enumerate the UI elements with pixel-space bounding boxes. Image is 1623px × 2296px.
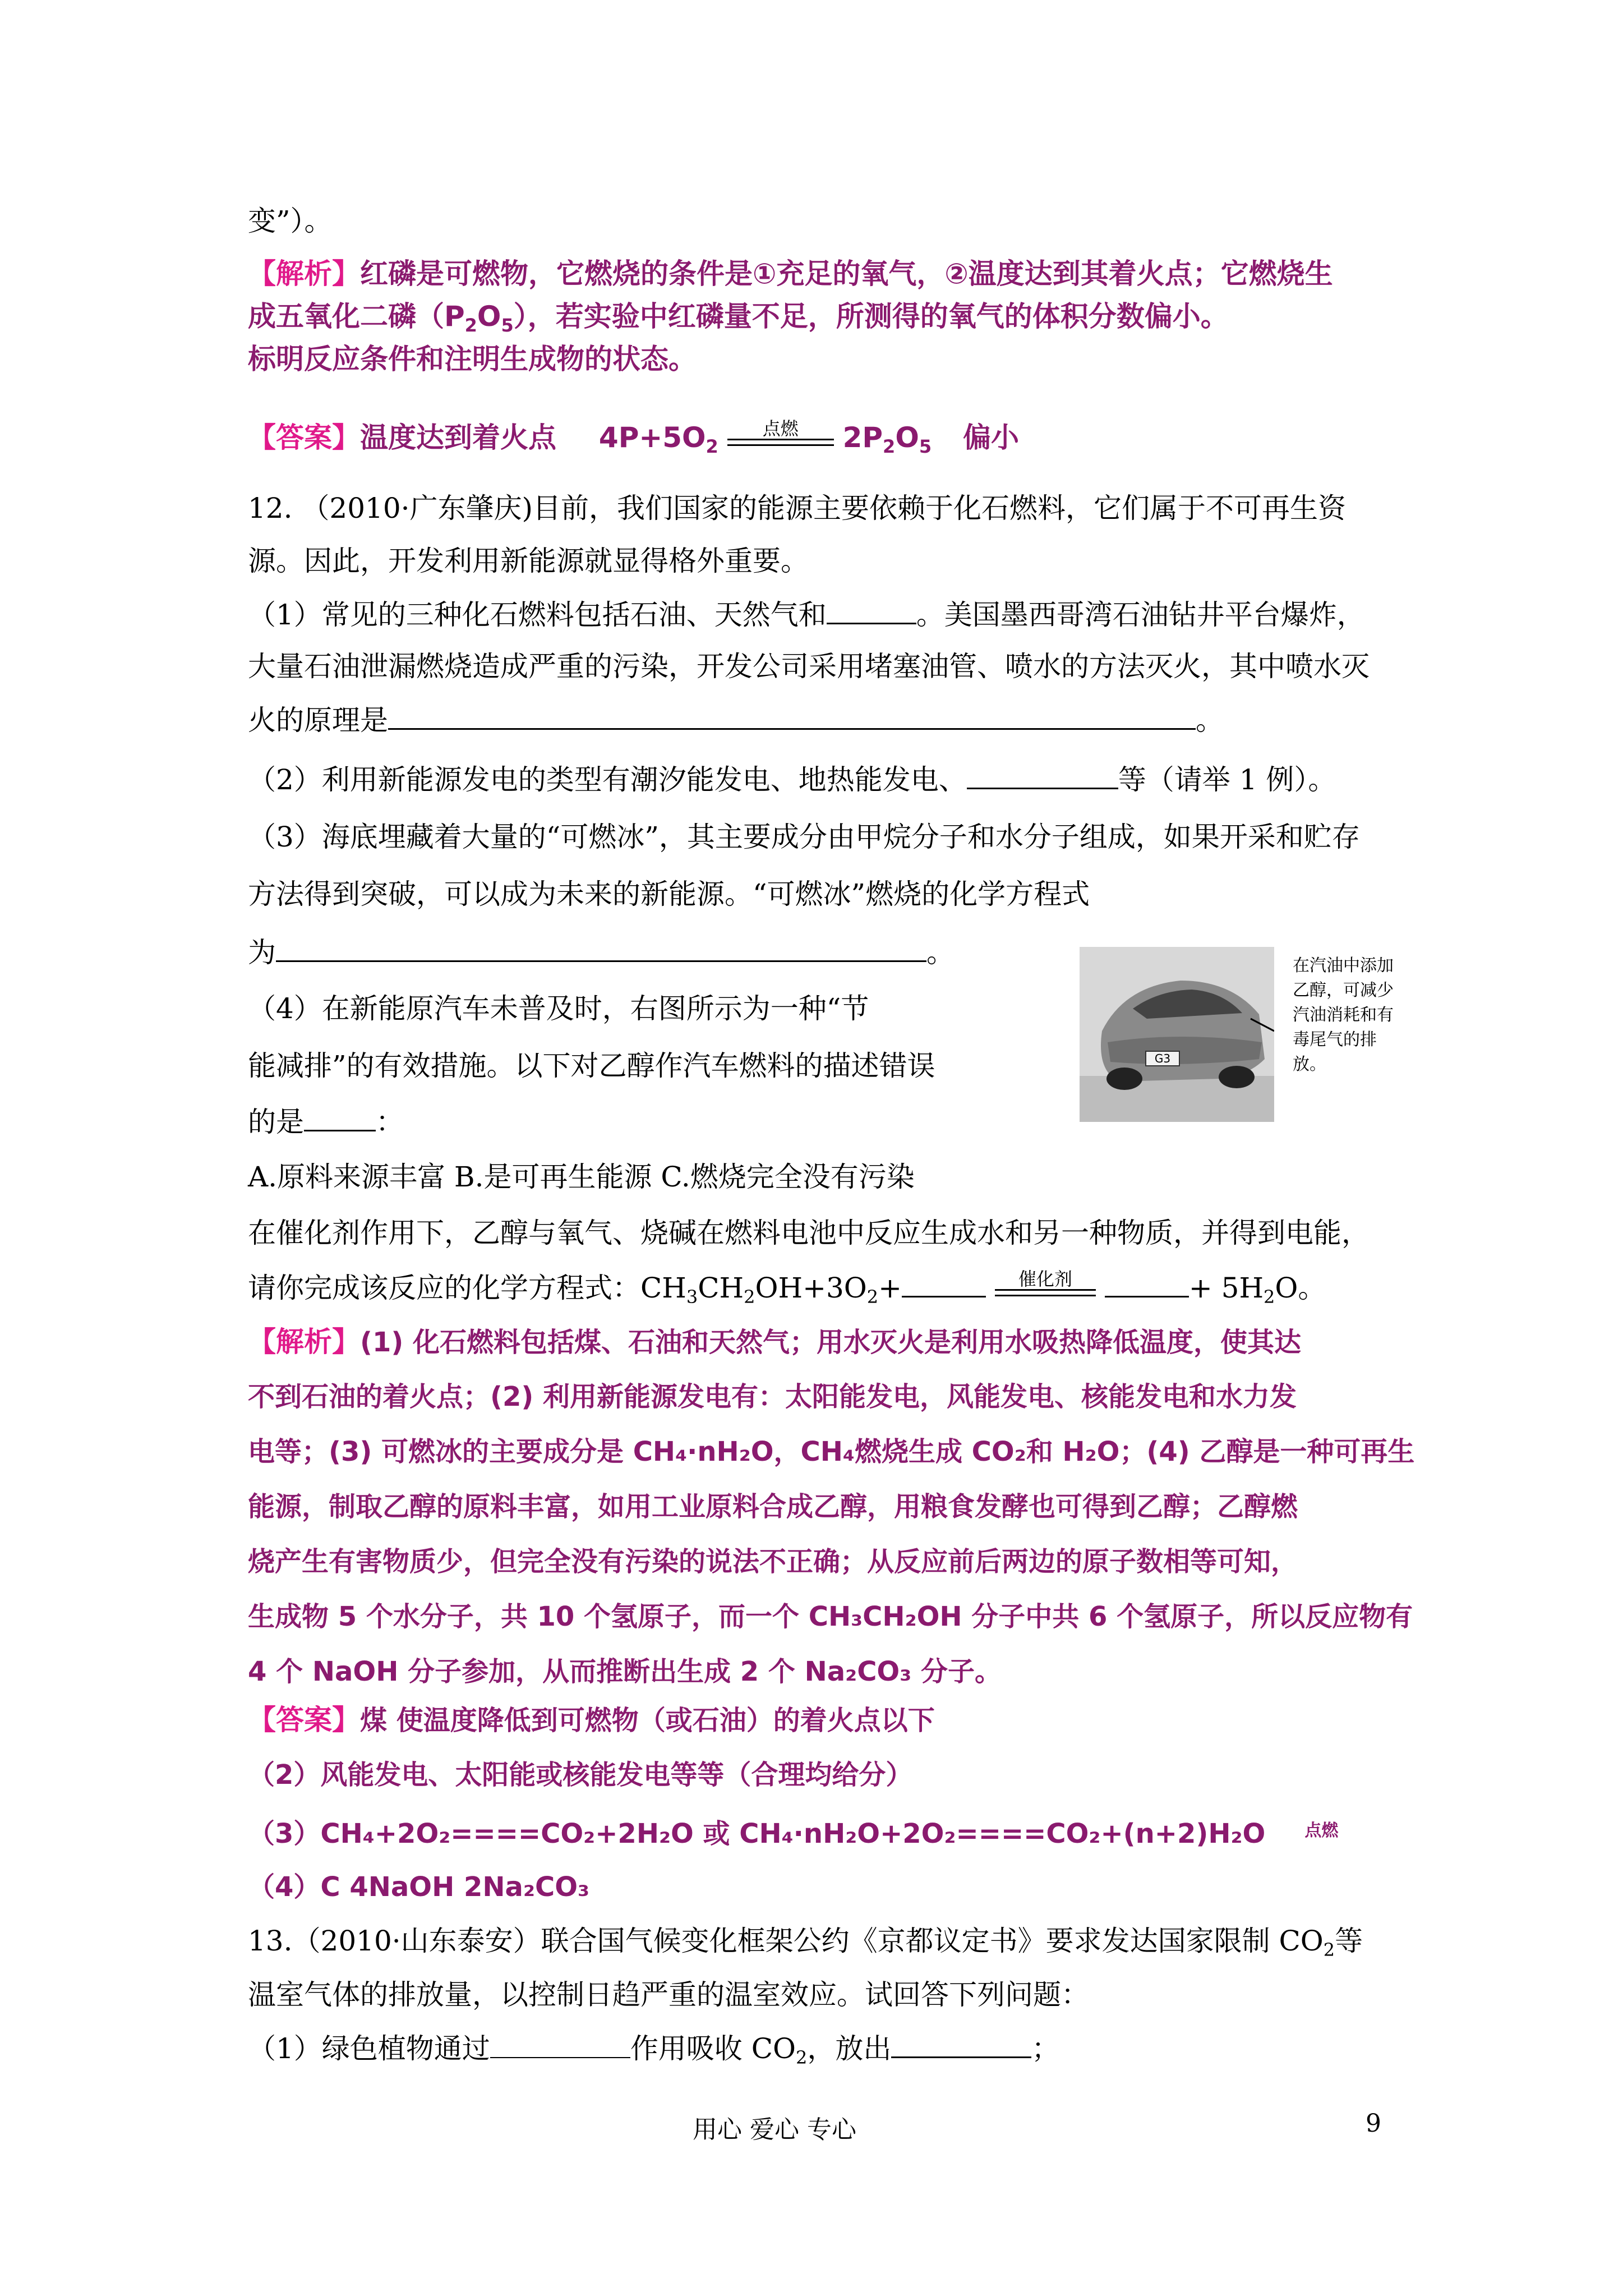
analysis-line: 不到石油的着火点；(2) 利用新能源发电有：太阳能发电，风能发电、核能发电和水力发 <box>248 1381 1297 1412</box>
question-line: 请你完成该反应的化学方程式：$CH_3CH_2OH+3O_2+$ 催化剂 + $5H_2O$。 <box>248 1268 1326 1308</box>
question-line: 大量石油泄漏燃烧造成严重的污染，开发公司采用堵塞油管、喷水的方法灭火，其中喷水灭 <box>248 650 1370 683</box>
car-badge: G3 <box>1154 1052 1171 1065</box>
analysis-line: 电等；(3) 可燃冰的主要成分是 CH₄·nH₂O，CH₄燃烧生成 CO₂和 H₂O；(4) 乙醇是一种可再生 <box>248 1436 1415 1467</box>
answer-blank <box>827 596 916 624</box>
question-line: 12. （2010·广东肇庆)目前，我们国家的能源主要依赖于化石燃料，它们属于不可再生资 <box>248 492 1347 524</box>
question-line: 的是 ： <box>248 1103 404 1140</box>
question-line: （1）常见的三种化石燃料包括石油、天然气和 。美国墨西哥湾石油钻井平台爆炸， <box>248 596 1365 633</box>
analysis-line: 4 个 NaOH 分子参加，从而推断出生成 2 个 Na₂CO₃ 分子。 <box>248 1656 1002 1687</box>
answer-blank <box>388 701 1196 730</box>
analysis-line: 【解析】(1) 化石燃料包括煤、石油和天然气；用水灭火是利用水吸热降低温度，使其达 <box>248 1326 1301 1358</box>
question-line: 温室气体的排放量，以控制日趋严重的温室效应。试回答下列问题： <box>248 1978 1089 2011</box>
question-line: （2）利用新能源发电的类型有潮汐能发电、地热能发电、 等（请举 1 例）。 <box>248 761 1336 798</box>
answer-blank <box>891 2030 1031 2058</box>
answer-tag: 【答案】 <box>248 1704 360 1736</box>
reaction-condition: 点燃 <box>727 423 834 457</box>
analysis-line: 能源，制取乙醇的原料丰富，如用工业原料合成乙醇，用粮食发酵也可得到乙醇；乙醇燃 <box>248 1491 1298 1522</box>
question-line: 为 。 <box>248 933 955 970</box>
options-line: A.原料来源丰富 B.是可再生能源 C.燃烧完全没有污染 <box>248 1161 915 1193</box>
question-line: （3）海底埋藏着大量的“可燃冰”，其主要成分由甲烷分子和水分子组成，如果开采和贮存 <box>248 821 1360 853</box>
page-number: 9 <box>1366 2109 1381 2138</box>
answer-line: （2）风能发电、太阳能或核能发电等等（合理均给分） <box>248 1759 913 1791</box>
car-photo <box>1080 947 1274 1122</box>
answer-line: （3）CH₄+2O₂====CO₂+2H₂O 或 CH₄·nH₂O+2O₂====CO₂+(n+2)H₂O $^{点燃}$ <box>248 1818 1339 1849</box>
question-line: （4）在新能原汽车未普及时，右图所示为一种“节 <box>248 992 869 1025</box>
answer-blank <box>304 1103 376 1131</box>
analysis-tag: 【解析】 <box>248 257 360 290</box>
answer-line: 【答案】温度达到着火点 $4P+5O_2$ 点燃 $2P_2O_5$ 偏小 <box>248 418 1019 457</box>
text-line: 变”）。 <box>248 205 333 237</box>
analysis-line: 标明反应条件和注明生成物的状态。 <box>248 343 697 375</box>
answer-line: 【答案】煤 使温度降低到可燃物（或石油）的着火点以下 <box>248 1704 935 1736</box>
analysis-line: 烧产生有害物质少，但完全没有污染的说法不正确；从反应前后两边的原子数相等可知， <box>248 1546 1298 1577</box>
answer-line: （4）C 4NaOH 2Na₂CO₃ <box>248 1871 590 1903</box>
answer-blank <box>1105 1269 1189 1297</box>
question-line: 方法得到突破，可以成为未来的新能源。“可燃冰”燃烧的化学方程式 <box>248 878 1090 910</box>
analysis-tag: 【解析】 <box>248 1326 360 1358</box>
question-line: 能减排”的有效措施。以下对乙醇作汽车燃料的描述错误 <box>248 1050 935 1082</box>
question-line: 13.（2010·山东泰安）联合国气候变化框架公约《京都议定书》要求发达国家限制 $CO_2$等 <box>248 1925 1363 1961</box>
question-line: 在催化剂作用下，乙醇与氧气、烧碱在燃料电池中反应生成水和另一种物质，并得到电能， <box>248 1217 1370 1249</box>
footer-slogan: 用心 爱心 专心 <box>693 2115 856 2144</box>
figure-caption: 在汽油中添加乙醇，可减少汽油消耗和有毒尾气的排放。 <box>1293 956 1394 1074</box>
car-figure <box>1080 947 1396 1122</box>
answer-tag: 【答案】 <box>248 421 360 454</box>
answer-blank <box>276 933 926 962</box>
analysis-line: 生成物 5 个水分子，共 10 个氢原子，而一个 CH₃CH₂OH 分子中共 6 个氢原子，所以反应物有 <box>248 1601 1413 1632</box>
answer-blank <box>902 1269 986 1297</box>
question-line: 源。因此，开发利用新能源就显得格外重要。 <box>248 545 809 577</box>
answer-blank <box>967 761 1118 789</box>
question-line: （1）绿色植物通过 作用吸收 $CO_2$，放出 ； <box>248 2030 1059 2076</box>
reaction-condition: 点燃 <box>1304 1821 1339 1841</box>
answer-blank <box>490 2030 630 2058</box>
analysis-line: 成五氧化二磷$(P_2O_5)$，若实验中红磷量不足，所测得的氧气的体积分数偏小。 <box>248 300 1229 336</box>
analysis-line: 【解析】红磷是可燃物，它燃烧的条件是①充足的氧气，②温度达到其着火点；它燃烧生 <box>248 257 1333 290</box>
reaction-condition: 催化剂 <box>995 1273 1096 1307</box>
question-line: 火的原理是 。 <box>248 701 1224 738</box>
